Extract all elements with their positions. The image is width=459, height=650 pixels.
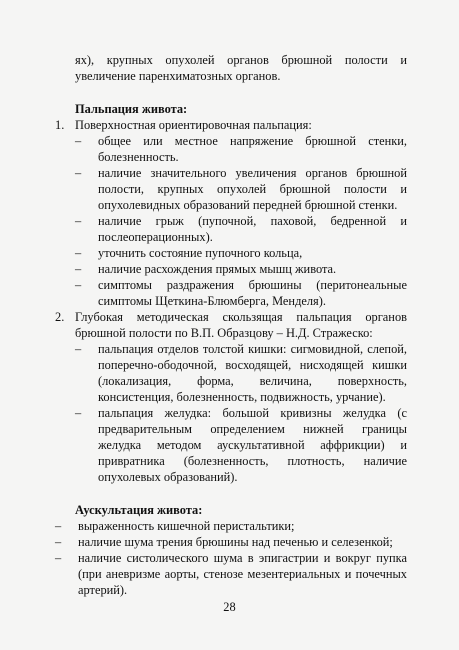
dash-bullet: – <box>55 551 62 565</box>
palpation-1-sub-3 <box>55 213 407 245</box>
palpation-heading: Пальпация живота: <box>75 102 188 116</box>
auscultation-item-3 <box>55 550 407 598</box>
sub-text: пальпация желудка: большой кривизны желудка (с предварительным определением нижней границы желудка методом аускультативной аффрикции) и привратника (болезненность, плотность, наличие опухолевых образований). <box>98 406 407 484</box>
item-text: наличие шума трения брюшины над печенью и селезенкой; <box>78 535 393 549</box>
auscultation-heading: Аускультация живота: <box>75 503 203 517</box>
page-number: 28 <box>223 600 236 614</box>
palpation-1-sub-6 <box>55 277 407 309</box>
item-text: Глубокая методическая скользящая пальпация органов брюшной полости по В.П. Образцову – Н.Д. Стражеско: <box>75 310 407 340</box>
palpation-item-1 <box>55 117 407 133</box>
palpation-2-sub-2 <box>55 405 407 485</box>
palpation-2-sub-1 <box>55 341 407 405</box>
palpation-1-sub-2 <box>55 165 407 213</box>
dash-bullet: – <box>75 134 82 148</box>
item-number: 2. <box>55 310 65 324</box>
item-text: выраженность кишечной перистальтики; <box>78 519 295 533</box>
sub-text: наличие расхождения прямых мышц живота. <box>98 262 337 276</box>
intro-paragraph: ях), крупных опухолей органов брюшной полости и увеличение паренхиматозных органов. <box>75 53 407 83</box>
palpation-1-sub-5 <box>55 261 407 277</box>
sub-text: наличие грыж (пупочной, паховой, бедренной и послеоперационных). <box>98 214 407 244</box>
item-text: Поверхностная ориентировочная пальпация: <box>75 118 312 132</box>
dash-bullet: – <box>75 278 82 292</box>
sub-text: симптомы раздражения брюшины (перитонеальные симптомы Щеткина-Блюмберга, Менделя). <box>98 278 407 308</box>
palpation-1-sub-1 <box>55 133 407 165</box>
dash-bullet: – <box>75 342 82 356</box>
dash-bullet: – <box>75 246 82 260</box>
sub-text: уточнить состояние пупочного кольца, <box>98 246 303 260</box>
item-number: 1. <box>55 118 65 132</box>
auscultation-item-1 <box>55 518 407 534</box>
dash-bullet: – <box>75 262 82 276</box>
palpation-1-sub-4 <box>55 245 407 261</box>
sub-text: общее или местное напряжение брюшной стенки, болезненность. <box>98 134 407 164</box>
dash-bullet: – <box>75 214 82 228</box>
item-text: наличие систолического шума в эпигастрии и вокруг пупка (при аневризме аорты, стенозе мезентериальных и почечных артерий). <box>78 551 407 597</box>
dash-bullet: – <box>75 166 82 180</box>
page-text <box>55 52 407 598</box>
dash-bullet: – <box>55 535 62 549</box>
palpation-item-2 <box>55 309 407 341</box>
dash-bullet: – <box>75 406 82 420</box>
sub-text: пальпация отделов толстой кишки: сигмовидной, слепой, поперечно-ободочной, восходящей, нисходящей кишки (локализация, форма, величина, поверхность, консистенция, болезненность, подвижность, урчание). <box>98 342 407 404</box>
sub-text: наличие значительного увеличения органов брюшной полости, крупных опухолей брюшной полости и опухолевидных образований передней брюшной стенки. <box>98 166 407 212</box>
auscultation-item-2 <box>55 534 407 550</box>
dash-bullet: – <box>55 519 62 533</box>
